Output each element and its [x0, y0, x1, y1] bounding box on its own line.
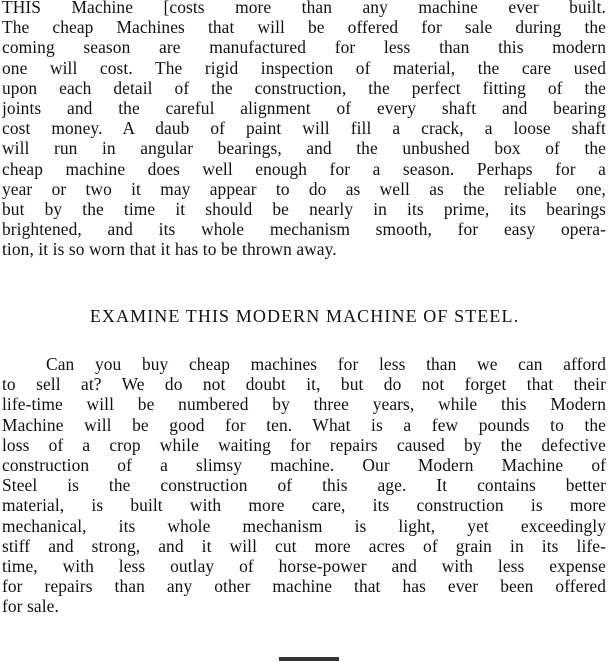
text-line: but by the time it should be nearly in its prime, its bearings: [2, 199, 606, 220]
text-line: brightened, and its whole mechanism smooth, for easy opera-: [2, 219, 606, 240]
text-line: coming season are manufactured for less than this modern: [2, 37, 606, 58]
text-line: upon each detail of the construction, the perfect fitting of the: [2, 77, 606, 98]
text-line: for repairs than any other machine that has ever been offered: [2, 576, 606, 597]
text-line: mechanical, its whole mechanism is light, yet exceedingly: [2, 515, 606, 536]
text-line: construction of a slimsy machine. Our Modern Machine of: [2, 455, 606, 476]
section-divider: [279, 657, 339, 661]
text-line: stiff and strong, and it will cut more acres of grain in its life-: [2, 535, 606, 556]
text-line: Can you buy cheap machines for less than we can afford: [46, 354, 606, 374]
text-line: for sale.: [2, 596, 59, 617]
text-line: tion, it is so worn that it has to be thrown away.: [2, 239, 337, 260]
text-line: joints and the careful alignment of every shaft and bearing: [2, 98, 606, 119]
text-line: to sell at? We do not doubt it, but do not forget that their: [2, 374, 606, 395]
text-line: time, with less outlay of horse-power and with less expense: [2, 556, 606, 577]
paragraph-modern-machine: [2, 354, 606, 617]
text-line: cheap machine does well enough for a season. Perhaps for a: [2, 158, 606, 179]
text-line: loss of a crop while waiting for repairs caused by the defective: [2, 434, 606, 455]
text-line: Machine will be good for ten. What is a few pounds to the: [2, 414, 606, 435]
paragraph-machine-cost: [2, 0, 606, 260]
text-line: year or two it may appear to do as well as the reliable one,: [2, 178, 606, 199]
text-line: The cheap Machines that will be offered for sale during the: [2, 17, 606, 38]
section-heading: EXAMINE THIS MODERN MACHINE OF STEEL.: [89, 306, 520, 326]
text-line: cost money. A daub of paint will fill a crack, a loose shaft: [2, 118, 606, 139]
text-line: will run in angular bearings, and the unbushed box of the: [2, 138, 606, 159]
text-line: one will cost. The rigid inspection of material, the care used: [2, 57, 606, 78]
text-line: THIS Machine [costs more than any machine ever built.: [2, 0, 606, 17]
text-line: life-time will be numbered by three years, while this Modern: [2, 394, 606, 415]
text-line: Steel is the construction of this age. It contains better: [2, 475, 606, 496]
text-line: material, is built with more care, its construction is more: [2, 495, 606, 516]
